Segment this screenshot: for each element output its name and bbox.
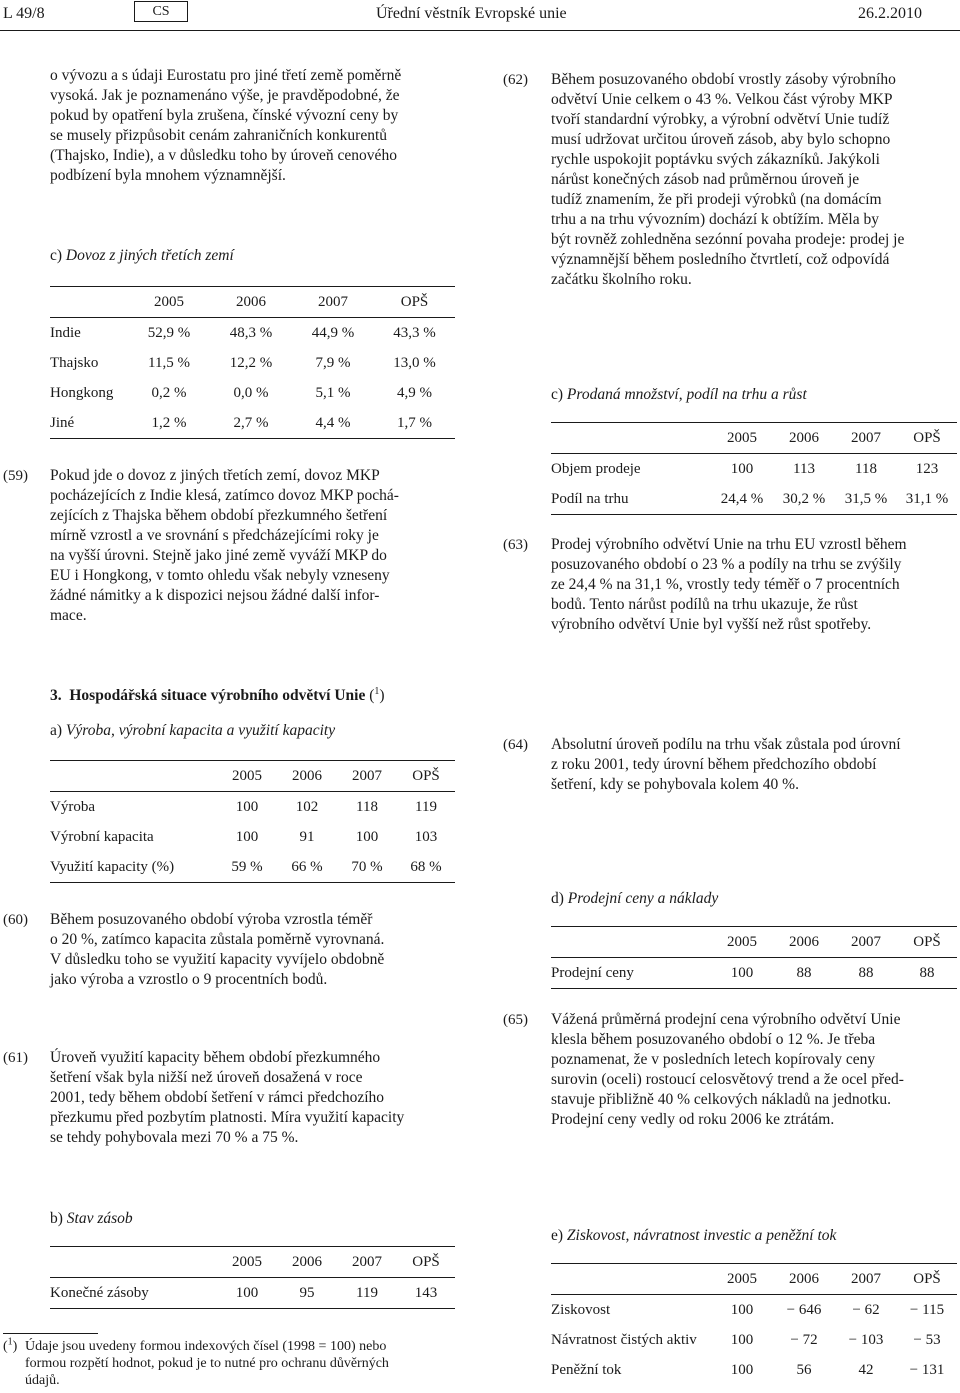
table-cell: 1,7 % bbox=[374, 408, 455, 439]
table-header-cell: 2006 bbox=[277, 1247, 337, 1278]
paragraph-63 bbox=[551, 535, 957, 635]
text-line: významnější během posledního čtvrtletí, což odpovídá bbox=[551, 251, 890, 268]
text-line: stavuje přibližně 40 % celkových nákladů na jednotku. bbox=[551, 1091, 892, 1108]
section-label: b) bbox=[50, 1210, 63, 1227]
text-line: tvoří standardní výrobky, a výrobní odvětví Unie tudíž bbox=[551, 111, 890, 128]
paragraph-59 bbox=[50, 466, 455, 626]
table-header-cell bbox=[50, 1247, 217, 1278]
table-row bbox=[551, 484, 957, 515]
table-cell: 4,9 % bbox=[397, 385, 432, 401]
table-cell: Jiné bbox=[50, 408, 128, 439]
table-header-cell: 2005 bbox=[711, 1264, 773, 1295]
profitability-table bbox=[551, 1263, 957, 1385]
table-header-cell: OPŠ bbox=[374, 287, 455, 318]
text-line: (Thajsko, Indie), a v důsledku toho by úroveň cenového bbox=[50, 147, 397, 164]
table-cell: Podíl na trhu bbox=[551, 484, 711, 515]
prices-table bbox=[551, 926, 957, 989]
table-cell: Výroba bbox=[50, 799, 95, 815]
text-line: ze 24,4 % na 31,1 %, vrostly tedy téměř o 7 procentních bbox=[551, 576, 900, 593]
table-header-cell: OPŠ bbox=[897, 1264, 957, 1295]
table-cell: 123 bbox=[915, 461, 939, 477]
text-line: z roku 2001, tedy úrovní během předchozího období bbox=[551, 756, 877, 773]
table-cell: 100 bbox=[711, 958, 773, 989]
table-cell: 7,9 % bbox=[315, 355, 351, 371]
table-cell: 1,2 % bbox=[128, 408, 210, 439]
table-cell: 5,1 % bbox=[315, 385, 351, 401]
text-line: přezkumu před pozbytím platnosti. Míra využití kapacity bbox=[50, 1109, 405, 1126]
sales-table bbox=[551, 422, 957, 515]
text-line: začátku školního roku. bbox=[551, 271, 692, 288]
section-c-sales-heading bbox=[551, 385, 807, 405]
table-cell: 100 bbox=[235, 799, 259, 815]
text-line: se tehdy pohybovala mezi 70 % a 75 %. bbox=[50, 1129, 299, 1146]
section-label: e) bbox=[551, 1227, 564, 1244]
table-cell: 143 bbox=[397, 1278, 455, 1309]
table-cell: 100 bbox=[217, 1278, 277, 1309]
journal-title: Úřední věstník Evropské unie bbox=[376, 5, 567, 22]
text-line: bodů. Tento nárůst podílů na trhu ukazuje, že růst bbox=[551, 596, 858, 613]
table-header-cell: OPŠ bbox=[897, 423, 957, 454]
table-cell: 68 % bbox=[397, 852, 455, 883]
table-cell: 12,2 % bbox=[229, 355, 273, 371]
text-line: Prodejní ceny vedly od roku 2006 ke ztrátám. bbox=[551, 1111, 835, 1128]
table-header-cell: 2007 bbox=[292, 287, 374, 318]
table-cell: 70 % bbox=[337, 852, 397, 883]
table-header-cell: 2007 bbox=[337, 1247, 397, 1278]
table-cell: Hongkong bbox=[50, 385, 114, 401]
section-c-heading bbox=[50, 246, 234, 266]
text-line: na vyšší úrovni. Stejně jako jiné země vyváží MKP do bbox=[50, 547, 387, 564]
table-cell: Návratnost čistých aktiv bbox=[551, 1332, 697, 1348]
section-title: Prodaná množství, podíl na trhu a růst bbox=[566, 386, 807, 403]
text-line: V důsledku toho se využití kapacity vyvíjelo obdobně bbox=[50, 951, 385, 968]
section-d-heading bbox=[551, 889, 718, 909]
text-line: být rovněž zohledněna sezónní povaha prodeje: prodej je bbox=[551, 231, 905, 248]
publication-date: 26.2.2010 bbox=[858, 5, 922, 22]
table-header-cell: 2005 bbox=[217, 761, 277, 792]
table-cell: Objem prodeje bbox=[551, 461, 641, 477]
text-line: rychle uspokojit poptávku svých zákazníků. Jakýkoli bbox=[551, 151, 880, 168]
table-cell: 2,7 % bbox=[210, 408, 292, 439]
text-line: o vývozu a s údaji Eurostatu pro jiné třetí země poměrně bbox=[50, 67, 402, 84]
text-line: šetření však byla nižší než úroveň dosažená v roce bbox=[50, 1069, 363, 1086]
page-number: L 49/8 bbox=[3, 5, 45, 22]
section-number: 3. bbox=[50, 687, 62, 704]
paragraph-number: (59) bbox=[3, 468, 28, 484]
table-header-row bbox=[551, 1264, 957, 1295]
table-cell: 100 bbox=[730, 1302, 754, 1318]
table-cell: − 103 bbox=[848, 1332, 884, 1348]
table-cell: 88 bbox=[773, 958, 835, 989]
table-cell: − 53 bbox=[913, 1332, 941, 1348]
table-row bbox=[551, 454, 957, 485]
table-cell: 13,0 % bbox=[393, 355, 436, 371]
text-line: pokud by opatření byla zrušena, čínské vývozní ceny by bbox=[50, 107, 399, 124]
text-line: trhu a na trhu vývozním) dochází k obtížím. Měla by bbox=[551, 211, 879, 228]
table-row bbox=[50, 822, 455, 852]
table-cell: 91 bbox=[299, 829, 315, 845]
table-cell: 56 bbox=[796, 1362, 812, 1378]
text-line: Vážená průměrná prodejní cena výrobního odvětví Unie bbox=[551, 1011, 901, 1028]
table-row bbox=[551, 1295, 957, 1326]
table-row bbox=[50, 408, 455, 439]
table-cell: Prodejní ceny bbox=[551, 958, 711, 989]
table-header-cell: 2005 bbox=[217, 1247, 277, 1278]
footnote-marker: ($^1$) bbox=[3, 1336, 18, 1354]
paragraph-number: (63) bbox=[503, 537, 528, 553]
intro-paragraph bbox=[50, 66, 455, 186]
table-header-cell: 2006 bbox=[773, 423, 835, 454]
table-cell: 88 bbox=[835, 958, 897, 989]
table-header-cell: OPŠ bbox=[897, 927, 957, 958]
text-line: 2001, tedy během období šetření v rámci předchozího bbox=[50, 1089, 385, 1106]
table-header-cell bbox=[50, 761, 217, 792]
text-line: surovin (oceli) rostoucí celosvětový trend a že ocel před- bbox=[551, 1071, 904, 1088]
table-cell: 30,2 % bbox=[773, 484, 835, 515]
table-header-cell bbox=[551, 423, 711, 454]
table-cell: 103 bbox=[414, 829, 438, 845]
table-cell: 0,2 % bbox=[151, 385, 187, 401]
table-cell: Peněžní tok bbox=[551, 1362, 622, 1378]
table-header-cell: 2006 bbox=[773, 927, 835, 958]
section-b-heading bbox=[50, 1209, 133, 1229]
section-title: Výroba, výrobní kapacita a využití kapacity bbox=[65, 722, 336, 739]
section-title: Prodejní ceny a náklady bbox=[567, 890, 719, 907]
text-line: se musely přizpůsobit cenám zahraničních konkurentů bbox=[50, 127, 388, 144]
text-line: Absolutní úroveň podílu na trhu však zůstala pod úrovní bbox=[551, 736, 901, 753]
section-label: c) bbox=[50, 247, 63, 264]
table-cell: 102 bbox=[295, 799, 319, 815]
table-header-row bbox=[551, 423, 957, 454]
table-cell: Indie bbox=[50, 325, 81, 341]
table-cell: Využití kapacity (%) bbox=[50, 852, 217, 883]
text-line: nárůst konečných zásob nad průměrnou úroveň je bbox=[551, 171, 860, 188]
text-line: mace. bbox=[50, 607, 87, 624]
table-cell: 119 bbox=[415, 799, 437, 815]
table-cell: 44,9 % bbox=[311, 325, 355, 341]
section-3-heading: 3. Hospodářská situace výrobního odvětví Unie ($^1$) bbox=[50, 685, 385, 704]
table-cell: 119 bbox=[337, 1278, 397, 1309]
section-label: d) bbox=[551, 890, 564, 907]
table-cell: 100 bbox=[235, 829, 259, 845]
table-cell: 100 bbox=[730, 1332, 754, 1348]
text-line: podbízení byla mnohem významnější. bbox=[50, 167, 286, 184]
table-cell: 4,4 % bbox=[292, 408, 374, 439]
text-line: jako výroba a vzrostlo o 9 procentních bodů. bbox=[50, 971, 328, 988]
text-line: o 20 %, zatímco kapacita zůstala poměrně vyrovnaná. bbox=[50, 931, 385, 948]
text-line: mírně vzrostl a ve srovnání s předcházejícími roky je bbox=[50, 527, 379, 544]
paragraph-number: (60) bbox=[3, 912, 28, 928]
text-line: Během posuzovaného období výroba vzrostla téměř bbox=[50, 911, 373, 928]
table-cell: 95 bbox=[277, 1278, 337, 1309]
table-header-cell: 2005 bbox=[711, 423, 773, 454]
section-label: c) bbox=[551, 386, 564, 403]
table-header-cell: 2007 bbox=[835, 1264, 897, 1295]
table-header-cell: 2005 bbox=[711, 927, 773, 958]
table-row bbox=[50, 852, 455, 883]
table-cell: − 646 bbox=[786, 1302, 822, 1318]
section-e-heading bbox=[551, 1226, 836, 1246]
page-header bbox=[0, 0, 960, 30]
paragraph-60 bbox=[50, 910, 455, 990]
section-title: Ziskovost, návratnost investic a peněžní tok bbox=[566, 1227, 837, 1244]
paragraph-number: (62) bbox=[503, 72, 528, 88]
text-line: vysoká. Jak je poznamenáno výše, je pravděpodobné, že bbox=[50, 87, 400, 104]
table-cell: 0,0 % bbox=[233, 385, 269, 401]
paragraph-64 bbox=[551, 735, 957, 795]
table-row bbox=[551, 958, 957, 989]
table-cell: Ziskovost bbox=[551, 1302, 611, 1318]
table-header-cell: 2006 bbox=[277, 761, 337, 792]
table-row bbox=[551, 1325, 957, 1355]
table-cell: 24,4 % bbox=[711, 484, 773, 515]
footnote-text bbox=[25, 1338, 455, 1389]
table-cell: 88 bbox=[897, 958, 957, 989]
table-cell: − 115 bbox=[909, 1302, 945, 1318]
text-line: Úroveň využití kapacity během období přezkumného bbox=[50, 1049, 381, 1066]
language-badge: CS bbox=[134, 1, 188, 22]
table-row bbox=[50, 1278, 455, 1309]
table-cell: 118 bbox=[356, 799, 378, 815]
text-line: šetření, kdy se pohybovala kolem 40 %. bbox=[551, 776, 799, 793]
table-cell: 118 bbox=[855, 461, 877, 477]
text-line: zejících z Thajska během období přezkumného šetření bbox=[50, 507, 388, 524]
table-header-cell: 2007 bbox=[337, 761, 397, 792]
paragraph-65 bbox=[551, 1010, 957, 1130]
section-title: Dovoz z jiných třetích zemí bbox=[65, 247, 234, 264]
table-header-cell bbox=[551, 927, 711, 958]
table-header-cell: 2007 bbox=[835, 423, 897, 454]
section-title: Stav zásob bbox=[66, 1210, 133, 1227]
table-cell: 100 bbox=[355, 829, 379, 845]
table-cell: Konečné zásoby bbox=[50, 1278, 217, 1309]
paragraph-number: (64) bbox=[503, 737, 528, 753]
stock-table bbox=[50, 1246, 455, 1309]
table-header-cell: 2007 bbox=[835, 927, 897, 958]
table-header-row bbox=[50, 287, 455, 318]
table-cell: 52,9 % bbox=[147, 325, 191, 341]
section-label: a) bbox=[50, 722, 63, 739]
text-line: Prodej výrobního odvětví Unie na trhu EU vzrostl během bbox=[551, 536, 907, 553]
text-line: posuzovaného období o 23 % a podíly na trhu se zvýšily bbox=[551, 556, 902, 573]
text-line: údajů. bbox=[25, 1373, 60, 1388]
table-header-cell: 2005 bbox=[128, 287, 210, 318]
text-line: Údaje jsou uvedeny formou indexových čísel (1998 = 100) nebo bbox=[25, 1339, 387, 1354]
table-header-cell: 2006 bbox=[210, 287, 292, 318]
table-cell: 100 bbox=[730, 1362, 754, 1378]
paragraph-62 bbox=[551, 70, 957, 290]
footnote-number: 1 bbox=[7, 1336, 13, 1348]
paragraph-61 bbox=[50, 1048, 455, 1148]
text-line: poznamenat, že v posledních letech kopírovaly ceny bbox=[551, 1051, 876, 1068]
table-cell: 113 bbox=[793, 461, 815, 477]
text-line: Během posuzovaného období vrostly zásoby výrobního bbox=[551, 71, 896, 88]
text-line: odvětví Unie celkem o 43 %. Velkou část výroby MKP bbox=[551, 91, 893, 108]
table-cell: 11,5 % bbox=[148, 355, 190, 371]
text-line: musí udržovat určitou úroveň zásob, aby bylo schopno bbox=[551, 131, 891, 148]
table-cell: 48,3 % bbox=[229, 325, 273, 341]
table-cell: − 131 bbox=[909, 1362, 945, 1378]
text-line: Pokud jde o dovoz z jiných třetích zemí, dovoz MKP bbox=[50, 467, 380, 484]
imports-table bbox=[50, 286, 455, 439]
table-cell: − 62 bbox=[852, 1302, 880, 1318]
table-cell: 100 bbox=[730, 461, 754, 477]
paragraph-number: (61) bbox=[3, 1050, 28, 1066]
table-cell: 31,1 % bbox=[897, 484, 957, 515]
text-line: tudíž znamením, že při prodeji výrobků (na domácím bbox=[551, 191, 882, 208]
table-row bbox=[50, 318, 455, 349]
table-cell: 31,5 % bbox=[835, 484, 897, 515]
table-cell: Thajsko bbox=[50, 355, 99, 371]
table-cell: 42 bbox=[858, 1362, 874, 1378]
header-rule bbox=[0, 30, 960, 31]
section-title: Hospodářská situace výrobního odvětví Unie bbox=[69, 687, 366, 704]
footnote-rule bbox=[3, 1333, 98, 1334]
table-header-cell: OPŠ bbox=[397, 1247, 455, 1278]
text-line: pocházejících z Indie klesá, zatímco dovoz MKP pochá- bbox=[50, 487, 399, 504]
text-line: formou rozpětí hodnot, pokud je to nutné pro ochranu důvěrných bbox=[25, 1356, 389, 1371]
table-row bbox=[50, 348, 455, 378]
table-cell: − 72 bbox=[790, 1332, 818, 1348]
footnote-ref: 1 bbox=[374, 685, 380, 697]
table-cell: Výrobní kapacita bbox=[50, 829, 154, 845]
table-header-row bbox=[50, 761, 455, 792]
table-row bbox=[50, 792, 455, 823]
text-line: výrobního odvětví Unie byl vyšší než růst spotřeby. bbox=[551, 616, 872, 633]
section-a-heading bbox=[50, 721, 335, 741]
paragraph-number: (65) bbox=[503, 1012, 528, 1028]
text-line: žádné námitky a k dispozici nejsou žádné další infor- bbox=[50, 587, 380, 604]
text-line: klesla během posuzovaného období o 12 %. Je třeba bbox=[551, 1031, 876, 1048]
text-line: EU i Hongkong, v tomto ohledu však nebyly vzneseny bbox=[50, 567, 390, 584]
table-header-cell bbox=[551, 1264, 711, 1295]
table-cell: 59 % bbox=[217, 852, 277, 883]
table-header-cell: OPŠ bbox=[397, 761, 455, 792]
table-cell: 66 % bbox=[277, 852, 337, 883]
table-row bbox=[50, 378, 455, 408]
table-header-row bbox=[551, 927, 957, 958]
table-header-cell: 2006 bbox=[773, 1264, 835, 1295]
table-row bbox=[551, 1355, 957, 1385]
table-cell: 43,3 % bbox=[393, 325, 436, 341]
table-header-cell bbox=[50, 287, 128, 318]
table-header-row bbox=[50, 1247, 455, 1278]
production-table bbox=[50, 760, 455, 883]
